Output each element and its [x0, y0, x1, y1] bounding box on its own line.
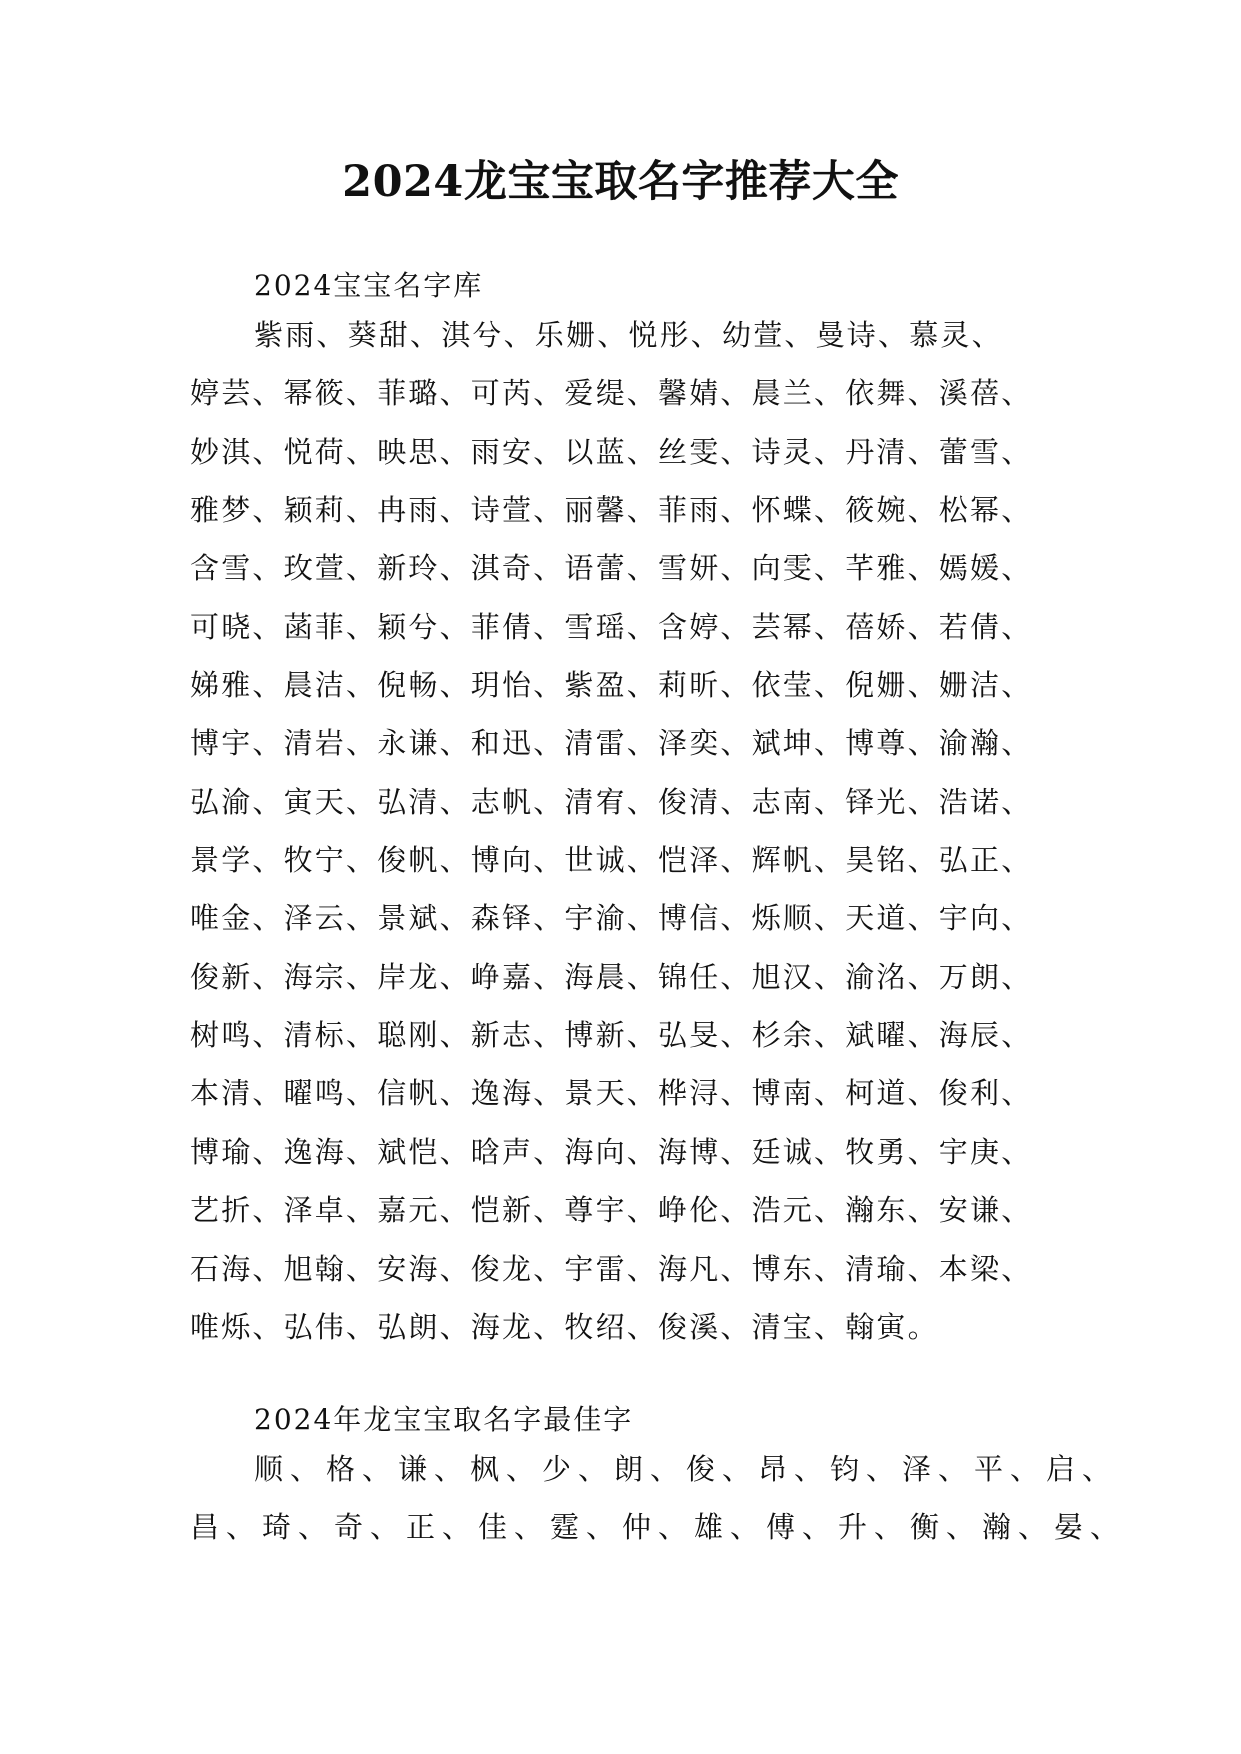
paragraph-line: 树鸣、清标、聪刚、新志、博新、弘旻、杉余、斌曜、海辰、 — [190, 1018, 1033, 1053]
name-library-paragraph — [190, 306, 1090, 1356]
paragraph-line: 本清、曜鸣、信帆、逸海、景天、桦浔、博南、柯道、俊利、 — [190, 1076, 1033, 1111]
paragraph-line: 雅梦、颖莉、冉雨、诗萱、丽馨、菲雨、怀蝶、筱婉、松幂、 — [190, 493, 1033, 528]
paragraph-line: 博宇、清岩、永谦、和迅、清雷、泽奕、斌坤、博尊、渝瀚、 — [190, 726, 1033, 761]
paragraph-line: 昌、琦、奇、正、佳、霆、仲、雄、傅、升、衡、瀚、晏、 — [190, 1510, 1127, 1545]
document-title: 2024龙宝宝取名字推荐大全 — [342, 157, 899, 207]
section-heading-best-characters: 2024年龙宝宝取名字最佳字 — [254, 1403, 634, 1436]
paragraph-line: 俊新、海宗、岸龙、峥嘉、海晨、锦任、旭汉、渝洺、万朗、 — [190, 959, 1033, 994]
paragraph-line: 博瑜、逸海、斌恺、晗声、海向、海博、廷诚、牧勇、宇庚、 — [190, 1134, 1033, 1169]
best-characters-paragraph — [190, 1440, 1127, 1557]
paragraph-line: 紫雨、葵甜、淇兮、乐姗、悦彤、幼萱、曼诗、慕灵、 — [254, 318, 1003, 352]
paragraph-line: 艺折、泽卓、嘉元、恺新、尊宇、峥伦、浩元、瀚东、安谦、 — [190, 1193, 1033, 1228]
paragraph-line: 顺、格、谦、枫、少、朗、俊、昂、钧、泽、平、启、 — [254, 1452, 1119, 1486]
paragraph-line: 娣雅、晨洁、倪畅、玥怡、紫盈、莉昕、依莹、倪姗、姗洁、 — [190, 668, 1033, 703]
paragraph-line: 可晓、菡菲、颖兮、菲倩、雪瑶、含婷、芸幂、蓓娇、若倩、 — [190, 609, 1033, 644]
paragraph-line: 妙淇、悦荷、映思、雨安、以蓝、丝雯、诗灵、丹清、蕾雪、 — [190, 434, 1033, 469]
paragraph-line: 石海、旭翰、安海、俊龙、宇雷、海凡、博东、清瑜、本梁、 — [190, 1251, 1033, 1286]
paragraph-line: 唯烁、弘伟、弘朗、海龙、牧绍、俊溪、清宝、翰寅。 — [190, 1309, 939, 1344]
paragraph-line: 弘渝、寅天、弘清、志帆、清宥、俊清、志南、铎光、浩诺、 — [190, 784, 1033, 819]
section-heading-name-library: 2024宝宝名字库 — [254, 269, 484, 302]
paragraph-line: 婷芸、幂筱、菲璐、可芮、爱缇、馨婧、晨兰、依舞、溪蓓、 — [190, 376, 1033, 411]
paragraph-line: 唯金、泽云、景斌、森铎、宇渝、博信、烁顺、天道、宇向、 — [190, 901, 1033, 936]
paragraph-line: 含雪、玫萱、新玲、淇奇、语蕾、雪妍、向雯、芊雅、嫣媛、 — [190, 551, 1033, 586]
paragraph-line: 景学、牧宁、俊帆、博向、世诚、恺泽、辉帆、昊铭、弘正、 — [190, 843, 1033, 878]
